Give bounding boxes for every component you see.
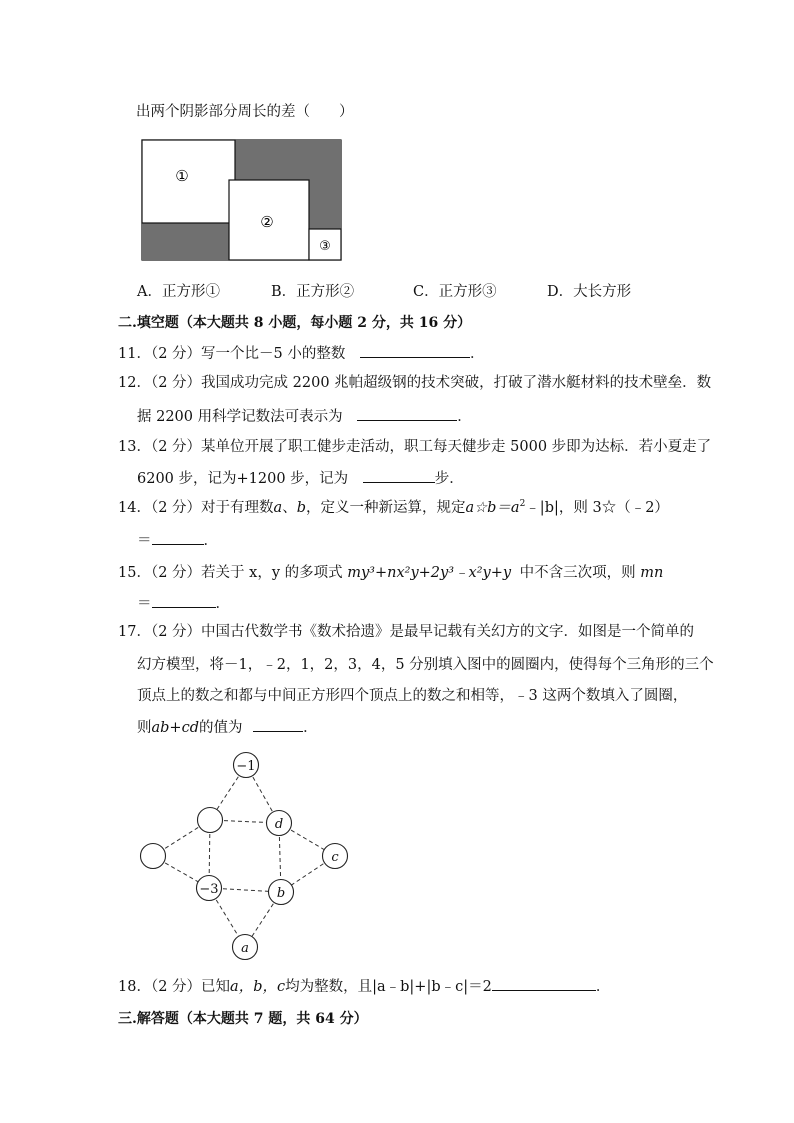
q14-var-a: a [273,500,283,516]
square-2-label: ② [260,213,274,231]
q15-line2: ＝ [137,596,152,612]
q15-line1b: 中不含三次项，则 [519,565,636,581]
dashed-edges [153,765,335,947]
question-15-line2: ＝ ． [137,592,230,614]
q11-answer-blank[interactable] [360,342,470,358]
shaded-region-bottom-left [142,223,230,260]
q13-line2b: 步． [434,471,464,487]
node-c-label: c [331,850,339,865]
q17-line4b: 的值为 [198,720,243,736]
q14-separator: 、 [282,500,297,516]
option-d[interactable]: D．大长方形 [547,284,632,300]
option-b[interactable]: B．正方形② [271,284,355,300]
q15-polynomial: my³+nx²y+2y³﹣x²y+y [347,565,512,581]
question-11: 11．（2 分）写一个比－5 小的整数 ． [118,342,484,364]
q18-answer-blank[interactable] [492,975,596,991]
q17-line3: 顶点上的数之和都与中间正方形四个顶点上的数之和相等，﹣3 这两个数填入了圆圈， [137,688,688,704]
q15-line1a: 15．（2 分）若关于 x，y 的多项式 [118,565,343,581]
q13-line1: 13．（2 分）某单位开展了职工健步走活动，职工每天健步走 5000 步即为达标．若小夏走了 [118,439,712,455]
section-2-title: 二.填空题（本大题共 8 小题，每小题 2 分，共 16 分） [118,315,472,331]
q13-answer-blank[interactable] [363,467,435,483]
question-18: 18．（2 分）已知a，b，c均为整数，且|a﹣b|+|b﹣c|＝2 ． [118,975,610,997]
q12-answer-blank[interactable] [357,405,457,421]
node-upper-left [198,808,223,833]
node-b-label: b [276,886,286,901]
q18-text2: 均为整数，且|a﹣b|+|b﹣c|＝2 [285,979,492,995]
node-d-label: d [274,817,284,832]
square-3-label: ③ [319,239,331,254]
q10-rectangle-figure [140,138,344,262]
node-left [141,844,166,869]
q17-line4a: 则 [137,720,152,736]
q13-line2a: 6200 步，记为+1200 步，记为 [137,471,349,487]
node-a-label: a [241,941,249,956]
question-14-line2: ＝ ． [137,529,218,551]
q14-var-b: b [296,500,306,516]
q14-exponent: 2 [519,499,526,510]
q17-answer-blank[interactable] [253,716,303,732]
section-3-title: 三.解答题（本大题共 7 题，共 64 分） [118,1011,368,1027]
question-14-line1 [118,498,669,518]
question-12-line2: 据 2200 用科学记数法可表示为 ． [137,405,472,427]
option-a[interactable]: A．正方形① [137,284,220,300]
q15-answer-blank[interactable] [152,592,216,608]
square-1-label: ① [175,167,189,185]
q14-line1c: ﹣|b|，则 3☆（﹣2） [525,500,669,516]
q17-line1: 17．（2 分）中国古代数学书《数术拾遗》是最早记载有关幻方的文字．如图是一个简单的 [118,624,695,640]
q14-line1a: 14．（2 分）对于有理数 [118,500,274,516]
q12-line1: 12．（2 分）我国成功完成 2200 兆帕超级钢的技术突破，打破了潜水艇材料的技术壁垒．数 [118,375,712,391]
node-neg3-label: −3 [199,882,219,897]
option-c[interactable]: C．正方形③ [413,284,497,300]
q17-expression: ab+cd [151,720,199,736]
q10-tail-text: 出两个阴影部分周长的差（ ） [136,104,354,120]
q14-line1b: ，定义一种新运算，规定 [306,500,466,516]
question-17-line4: 则ab+cd的值为 ． [137,716,318,738]
q11-text: 11．（2 分）写一个比－5 小的整数 [118,346,346,362]
q14-operation: a☆b＝a [465,500,520,516]
magic-square-diagram [130,745,360,967]
q18-text1: 18．（2 分）已知 [118,979,231,995]
question-15-line1 [118,563,663,583]
q18-vars: a，b，c [230,979,286,995]
question-13-line2 [137,467,464,489]
node-top-label: −1 [236,759,256,774]
q14-line2: ＝ [137,533,152,549]
q14-answer-blank[interactable] [152,529,204,545]
q12-line2: 据 2200 用科学记数法可表示为 [137,409,343,425]
q17-line2: 幻方模型，将－1，﹣2，1，2，3，4，5 分别填入图中的圆圈内，使得每个三角形的三个 [137,657,714,673]
q15-mn: mn [640,565,664,581]
